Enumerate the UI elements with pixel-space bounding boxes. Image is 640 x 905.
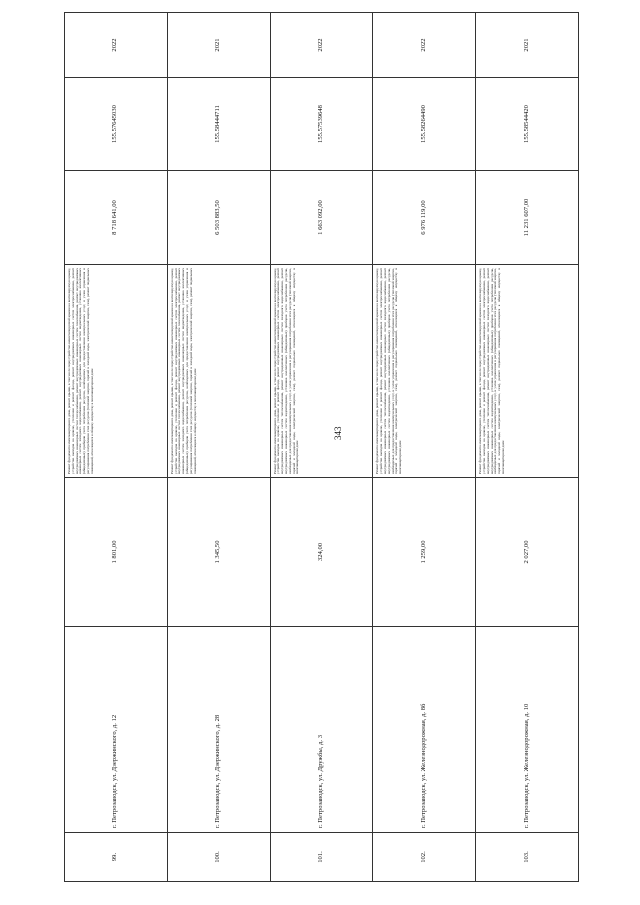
area-cell: 324,00 — [270, 478, 373, 627]
house-code-cell: 155.58444711 — [167, 78, 270, 171]
cost-cell: 11 231 607,00 — [476, 171, 579, 265]
works-description-cell: Ремонт фундамента многоквартирного дома, ремонт крыши, в том числе переустройство невентилируемой крыши на вентилируемую крышу, устройство выходов на кровлю, утепление и ремонт фасада, ремонт внутридомовых инженерных систем электроснабжения, ремонт внутридомовых инженерных систем теплоснабжения, ремонт внутридомовых инженерных систем газоснабжения, ремонт внутридомовых инженерных систем холодного водоснабжения, ремонт внутридомовых инженерных систем водоотведения, установка коллективных (общедомовых) приборов учета потребления ресурсов, необходимых для предоставления коммунальных услуг, и узлов управления и регулирования потребления этих ресурсов (тепловой энергии, горячей и холодной воды, электрической энергии, газа), ремонт подвальных помещений, относящихся к общему имуществу в многоквартирном доме — [65, 265, 168, 478]
table-row — [270, 13, 373, 882]
year-cell: 2021 — [476, 13, 579, 78]
year-cell: 2022 — [270, 13, 373, 78]
table-row — [65, 13, 168, 882]
rotated-table-container — [64, 38, 579, 882]
house-code-cell: 155.58544420 — [476, 78, 579, 171]
row-number-cell: 103. — [476, 833, 579, 882]
works-description-cell: Ремонт фундамента многоквартирного дома, ремонт крыши, в том числе переустройство невентилируемой крыши на вентилируемую крышу, устройство выходов на кровлю, утепление и ремонт фасада, ремонт внутридомовых инженерных систем электроснабжения, ремонт внутридомовых инженерных систем теплоснабжения, ремонт внутридомовых инженерных систем холодного водоснабжения, ремонт внутридомовых инженерных систем водоотведения, установка коллективных (общедомовых) приборов учета потребления ресурсов, необходимых для предоставления коммунальных услуг, и узлов управления и регулирования потребления этих ресурсов (тепловой энергии, горячей и холодной воды, электрической энергии, газа), ремонт подвальных помещений, относящихся к общему имуществу в многоквартирном доме — [476, 265, 579, 478]
row-number-cell: 102. — [373, 833, 476, 882]
row-number-cell: 101. — [270, 833, 373, 882]
table-row — [476, 13, 579, 882]
works-description-cell: Ремонт фундамента многоквартирного дома, ремонт крыши, в том числе переустройство невентилируемой крыши на вентилируемую крышу, устройство выходов на кровлю, утепление и ремонт фасада, ремонт внутридомовых инженерных систем электроснабжения, ремонт внутридомовых инженерных систем теплоснабжения, ремонт внутридомовых инженерных систем холодного водоснабжения, ремонт внутридомовых инженерных систем водоотведения, установка коллективных (общедомовых) приборов учета потребления ресурсов, необходимых для предоставления коммунальных услуг, и узлов управления и регулирования потребления этих ресурсов (тепловой энергии, горячей и холодной воды, электрической энергии, газа), ремонт подвальных помещений, относящихся к общему имуществу в многоквартирном доме — [373, 265, 476, 478]
year-cell: 2021 — [167, 13, 270, 78]
works-description-cell: Ремонт фундамента многоквартирного дома, ремонт крыши, в том числе переустройство невентилируемой крыши на вентилируемую крышу, устройство выходов на кровлю, утепление и ремонт фасада, ремонт внутридомовых инженерных систем электроснабжения, ремонт внутридомовых инженерных систем теплоснабжения, ремонт внутридомовых инженерных систем газоснабжения, ремонт внутридомовых инженерных систем холодного водоснабжения, ремонт внутридомовых инженерных систем водоотведения, установка коллективных (общедомовых) приборов учета потребления ресурсов, необходимых для предоставления коммунальных услуг, и узлов управления и регулирования потребления этих ресурсов (тепловой энергии, горячей и холодной воды, электрической энергии, газа), ремонт подвальных помещений, относящихся к общему имуществу в многоквартирном доме — [167, 265, 270, 478]
cost-cell: 1 663 092,00 — [270, 171, 373, 265]
area-cell: 1 801,00 — [65, 478, 168, 627]
address-cell: г. Петрозаводск, ул. Железнодорожная, д. 8б — [373, 627, 476, 833]
house-code-cell: 155.58264490 — [373, 78, 476, 171]
address-cell: г. Петрозаводск, ул. Дружбы, д. 3 — [270, 627, 373, 833]
cost-cell: 8 718 641,00 — [65, 171, 168, 265]
repair-register-table — [64, 12, 579, 882]
year-cell: 2022 — [65, 13, 168, 78]
area-cell: 2 027,00 — [476, 478, 579, 627]
page-number: 343 — [333, 426, 343, 440]
table-row — [373, 13, 476, 882]
year-cell: 2022 — [373, 13, 476, 78]
area-cell: 1 259,00 — [373, 478, 476, 627]
address-cell: г. Петрозаводск, ул. Дзержинского, д. 28 — [167, 627, 270, 833]
house-code-cell: 155.57645030 — [65, 78, 168, 171]
row-number-cell: 100. — [167, 833, 270, 882]
cost-cell: 6 503 883,50 — [167, 171, 270, 265]
address-cell: г. Петрозаводск, ул. Дзержинского, д. 12 — [65, 627, 168, 833]
works-description-cell: Ремонт фундамента многоквартирного дома, ремонт крыши, в том числе переустройство невентилируемой крыши на вентилируемую крышу, устройство выходов на кровлю, утепление и ремонт фасада, ремонт внутридомовых инженерных систем электроснабжения, ремонт внутридомовых инженерных систем теплоснабжения, ремонт внутридомовых инженерных систем холодного водоснабжения, ремонт внутридомовых инженерных систем водоотведения, установка коллективных (общедомовых) приборов учета потребления ресурсов, необходимых для предоставления коммунальных услуг, и узлов управления и регулирования потребления этих ресурсов (тепловой энергии, горячей и холодной воды, электрической энергии, газа), ремонт подвальных помещений, относящихся к общему имуществу в многоквартирном доме — [270, 265, 373, 478]
row-number-cell: 99. — [65, 833, 168, 882]
address-cell: г. Петрозаводск, ул. Железнодорожная, д. 10 — [476, 627, 579, 833]
house-code-cell: 155.57539648 — [270, 78, 373, 171]
cost-cell: 6 976 119,00 — [373, 171, 476, 265]
table-row — [167, 13, 270, 882]
area-cell: 1 345,50 — [167, 478, 270, 627]
